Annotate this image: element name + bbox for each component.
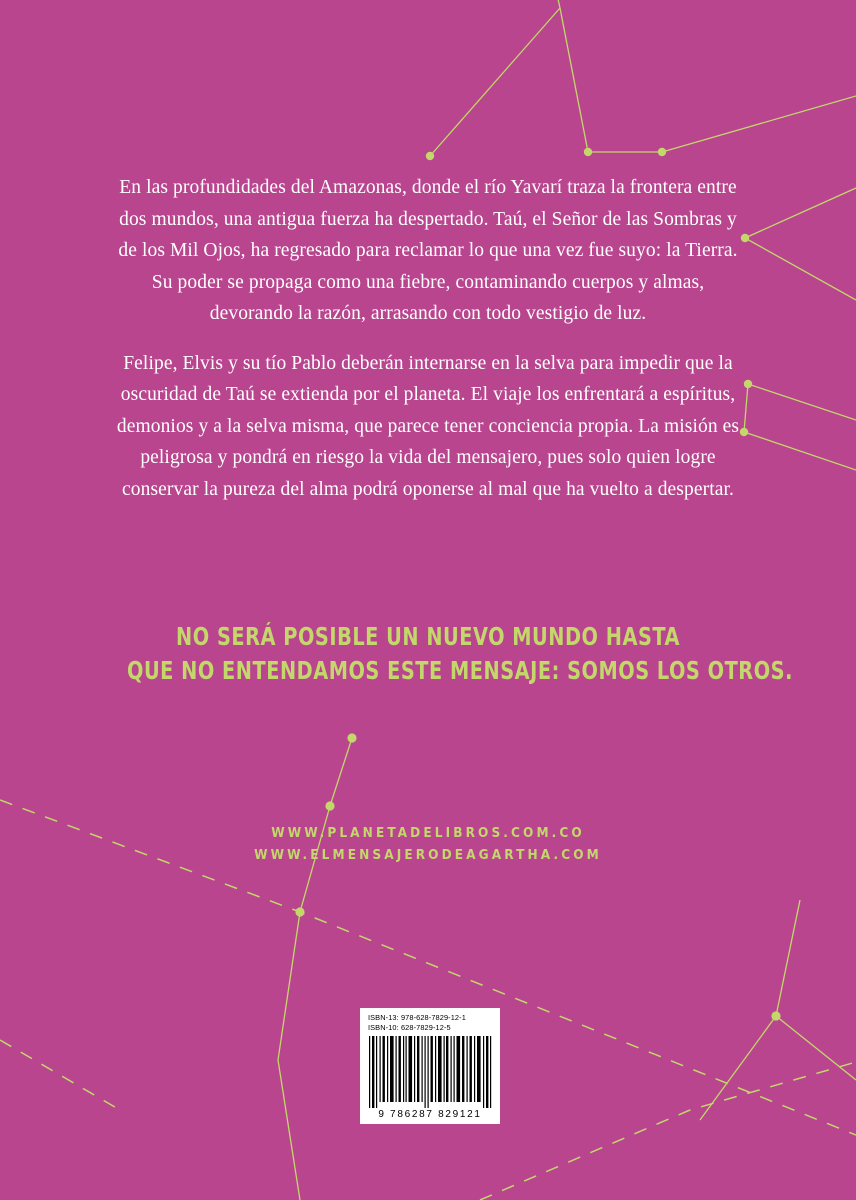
url-mensajero[interactable]: WWW.ELMENSAJERODEAGARTHA.COM	[254, 847, 602, 863]
isbn-13: ISBN-13: 978-628-7829-12-1	[368, 1013, 466, 1022]
tagline-line-2: QUE NO ENTENDAMOS ESTE MENSAJE: SOMOS LOS OTROS.	[127, 656, 793, 685]
synopsis-paragraph-2: Felipe, Elvis y su tío Pablo deberán internarse en la selva para impedir que la oscuridad de Taú se extienda por el planeta. El viaje los enfrentará a espíritus, demonios y a la selva misma, que parece tener conciencia propia. La misión es peligrosa y pondrá en riesgo la vida del mensajero, pues solo quien logre conservar la pureza del alma podrá oponerse al mal que ha vuelto a despertar.	[116, 352, 740, 500]
synopsis-block	[108, 172, 748, 505]
isbn-barcode-block	[360, 1008, 500, 1124]
url-planeta[interactable]: WWW.PLANETADELIBROS.COM.CO	[271, 825, 585, 841]
isbn-10: ISBN-10: 628-7829-12-5	[368, 1022, 451, 1032]
isbn-text	[366, 1013, 494, 1032]
barcode-digits: 9 786287 829121	[378, 1109, 482, 1120]
barcode-image	[366, 1036, 494, 1108]
tagline-block	[127, 620, 793, 688]
synopsis-paragraph-1: En las profundidades del Amazonas, donde el río Yavarí traza la frontera entre dos mundos, una antigua fuerza ha despertado. Taú, el Señor de las Sombras y de los Mil Ojos, ha regresado para reclamar lo que una vez fue suyo: la Tierra. Su poder se propaga como una fiebre, contaminando cuerpos y almas, devorando la razón, arrasando con todo vestigio de luz.	[118, 177, 738, 324]
tagline-line-1: NO SERÁ POSIBLE UN NUEVO MUNDO HASTA	[176, 622, 680, 651]
publisher-urls	[128, 822, 728, 866]
